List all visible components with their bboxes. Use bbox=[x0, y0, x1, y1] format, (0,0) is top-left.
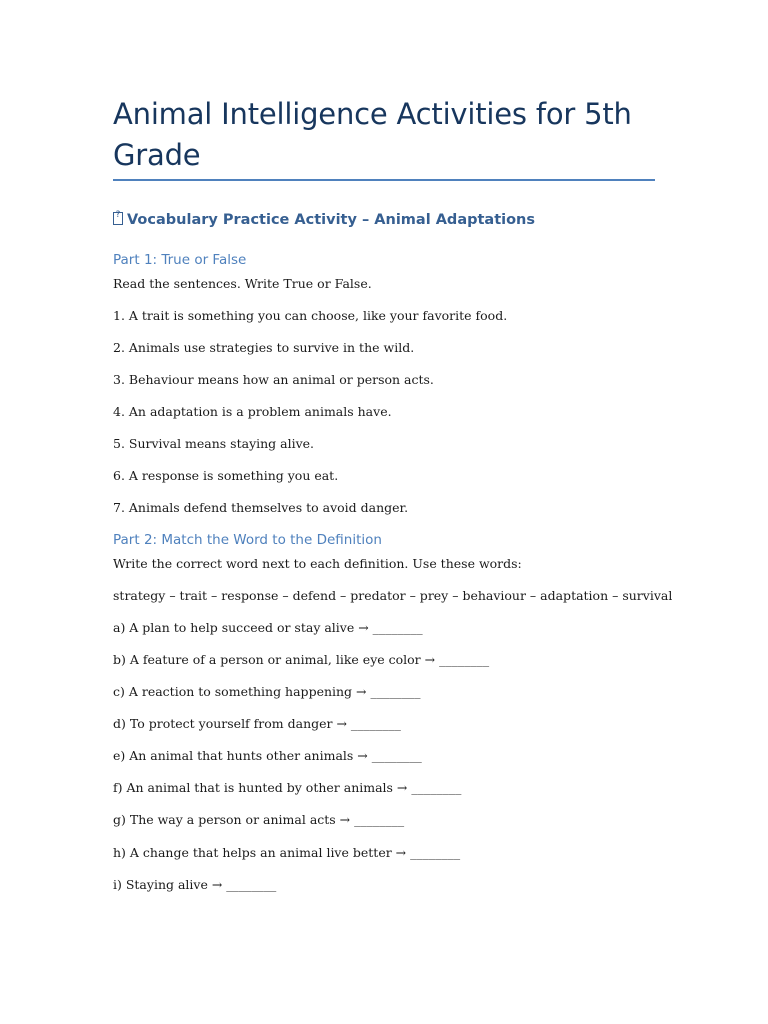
part2-item: d) To protect yourself from danger → ________ bbox=[113, 716, 401, 731]
part2-word-bank: strategy – trait – response – defend – predator – prey – behaviour – adaptation – survival bbox=[113, 588, 673, 603]
part2-instruction: Write the correct word next to each definition. Use these words: bbox=[113, 556, 522, 571]
document-title: Animal Intelligence Activities for 5th Grade bbox=[113, 97, 632, 172]
missing-glyph-icon bbox=[113, 212, 123, 225]
part1-item: 7. Animals defend themselves to avoid danger. bbox=[113, 500, 409, 515]
part2-item: i) Staying alive → ________ bbox=[113, 877, 277, 892]
activity-heading-text: Vocabulary Practice Activity – Animal Adaptations bbox=[127, 212, 536, 228]
part2-item: g) The way a person or animal acts → ________ bbox=[113, 812, 405, 827]
part2-item: b) A feature of a person or animal, like eye color → ________ bbox=[113, 652, 490, 667]
part1-item: 4. An adaptation is a problem animals have. bbox=[113, 404, 392, 419]
part2-item: e) An animal that hunts other animals → ________ bbox=[113, 748, 422, 763]
activity-heading bbox=[113, 212, 535, 228]
part1-item: 2. Animals use strategies to survive in the wild. bbox=[113, 340, 415, 355]
part1-item: 3. Behaviour means how an animal or person acts. bbox=[113, 372, 434, 387]
part1-instruction: Read the sentences. Write True or False. bbox=[113, 276, 372, 291]
part1-heading: Part 1: True or False bbox=[113, 252, 247, 268]
part2-item: h) A change that helps an animal live better → ________ bbox=[113, 845, 461, 860]
part2-item: a) A plan to help succeed or stay alive → ________ bbox=[113, 620, 423, 635]
title-underline-rule bbox=[113, 179, 655, 181]
part2-item: c) A reaction to something happening → ________ bbox=[113, 684, 421, 699]
part1-item: 1. A trait is something you can choose, like your favorite food. bbox=[113, 308, 508, 323]
part1-item: 6. A response is something you eat. bbox=[113, 468, 339, 483]
part1-item: 5. Survival means staying alive. bbox=[113, 436, 315, 451]
part2-heading: Part 2: Match the Word to the Definition bbox=[113, 532, 382, 548]
part2-item: f) An animal that is hunted by other animals → ________ bbox=[113, 780, 462, 795]
